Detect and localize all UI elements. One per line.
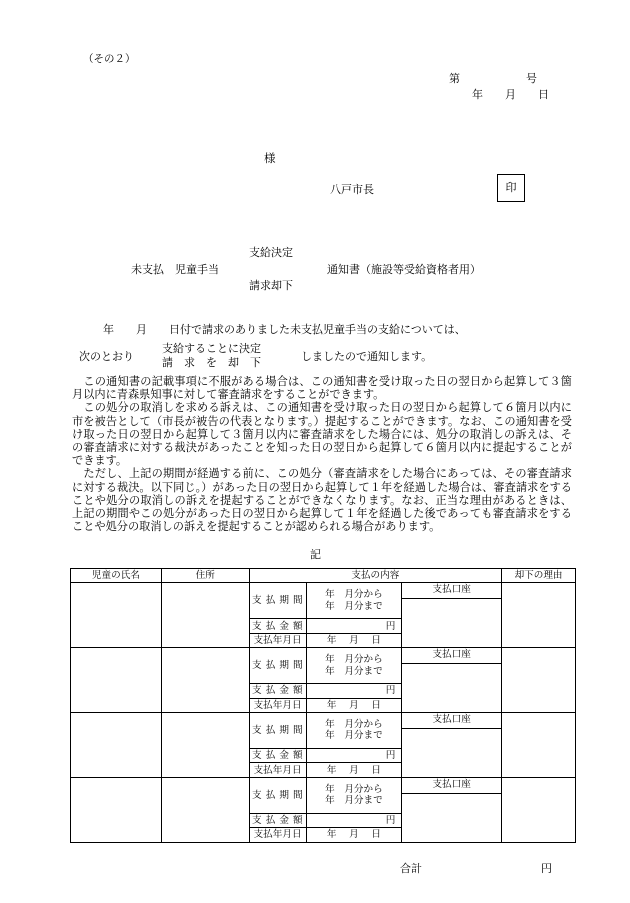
period-cell [306, 648, 402, 684]
period-to: 年 月分まで [325, 730, 383, 742]
notice-paragraph-3: ただし、上記の期間が経過する前に、この処分（審査請求をした場合にあっては、その審査請求に対する裁決。以下同じ。）があった日の翌日から起算して１年を経過した場合は、審査請求をすることや処分の取消しの訴えを提起することができなくなります。なお、正当な理由があるときは、上記の期間やこの処分があった日の翌日から起算して１年を経過した後であっても審査請求をすることや処分の取消しの訴えを提起することが認められる場合があります。 [72, 467, 572, 534]
issuer-name: 八戸市長 [330, 183, 374, 196]
address-cell [161, 777, 249, 842]
account-label: 支払口座 [402, 712, 502, 728]
body-line-2-left: 次のとおり [79, 350, 134, 363]
period-label: 支 払 期 間 [249, 777, 306, 813]
table-row [71, 583, 576, 599]
period-label: 支 払 期 間 [249, 712, 306, 748]
address-cell [161, 712, 249, 777]
title-decision-lower: 請求却下 [249, 279, 293, 292]
period-from: 年 月分から [325, 718, 383, 730]
period-cell [306, 777, 402, 813]
period-cell [306, 583, 402, 619]
account-label: 支払口座 [402, 777, 502, 793]
payment-date-label: 支払年月日 [249, 698, 306, 712]
payment-date-cell: 年 月 日 [306, 633, 402, 647]
notice-paragraph-1: この通知書の記載事項に不服がある場合は、この通知書を受け取った日の翌日から起算して３箇月以内に青森県知事に対して審査請求をすることができます。 [72, 375, 572, 402]
account-cell [402, 599, 502, 648]
rejection-reason-cell [502, 777, 576, 842]
child-name-cell [71, 583, 162, 648]
body-line-1: 年 月 日付で請求のありました未支払児童手当の支給については、 [103, 323, 466, 336]
appeal-notice [72, 375, 572, 533]
child-name-cell [71, 712, 162, 777]
header-payment-content: 支払の内容 [249, 569, 501, 583]
period-label: 支 払 期 間 [249, 583, 306, 619]
header-rejection-reason: 却下の理由 [502, 569, 576, 583]
account-cell [402, 664, 502, 713]
amount-cell: 円 [306, 619, 402, 633]
amount-label: 支 払 金 額 [249, 813, 306, 827]
child-name-cell [71, 777, 162, 842]
seal-box: 印 [497, 174, 525, 202]
header-child-name: 児童の氏名 [71, 569, 162, 583]
payment-date-cell: 年 月 日 [306, 698, 402, 712]
period-to: 年 月分まで [325, 600, 383, 612]
rejection-reason-cell [502, 583, 576, 648]
period-from: 年 月分から [325, 654, 383, 666]
payment-date-cell: 年 月 日 [306, 763, 402, 777]
amount-cell: 円 [306, 748, 402, 762]
title-right: 通知書（施設等受給資格者用） [327, 263, 481, 276]
amount-label: 支 払 金 額 [249, 684, 306, 698]
issue-date: 年 月 日 [472, 88, 549, 101]
form-number: （その２） [83, 53, 136, 65]
notice-paragraph-2: この処分の取消しを求める訴えは、この通知書を受け取った日の翌日から起算して６箇月以内に市を被告として（市長が被告の代表となります。）提起することができます。なお、この通知書を受け取った日の翌日から起算して３箇月以内に審査請求をした場合には、処分の取消しの訴えは、その審査請求に対する裁決があったことを知った日の翌日から起算して６箇月以内に提起することができます。 [72, 401, 572, 468]
document-number: 第 号 [449, 72, 537, 85]
table-row [71, 712, 576, 728]
recipient-honorific: 様 [264, 151, 276, 165]
account-label: 支払口座 [402, 648, 502, 664]
period-to: 年 月分まで [325, 665, 383, 677]
amount-cell: 円 [306, 684, 402, 698]
payment-date-cell: 年 月 日 [306, 828, 402, 842]
body-option-upper: 支給することに決定 [162, 342, 261, 355]
ki-heading: 記 [310, 548, 321, 561]
period-cell [306, 712, 402, 748]
period-from: 年 月分から [325, 783, 383, 795]
period-to: 年 月分まで [325, 795, 383, 807]
table-row [71, 777, 576, 793]
child-name-cell [71, 648, 162, 713]
title-decision-upper: 支給決定 [249, 246, 293, 259]
total-unit: 円 [541, 862, 552, 875]
table-row [71, 648, 576, 664]
amount-label: 支 払 金 額 [249, 619, 306, 633]
payment-date-label: 支払年月日 [249, 633, 306, 647]
title-left: 未支払 児童手当 [131, 263, 219, 276]
account-cell [402, 793, 502, 842]
period-label: 支 払 期 間 [249, 648, 306, 684]
amount-label: 支 払 金 額 [249, 748, 306, 762]
period-from: 年 月分から [325, 589, 383, 601]
address-cell [161, 583, 249, 648]
payment-date-label: 支払年月日 [249, 828, 306, 842]
header-address: 住所 [161, 569, 249, 583]
address-cell [161, 648, 249, 713]
amount-cell: 円 [306, 813, 402, 827]
account-label: 支払口座 [402, 583, 502, 599]
body-option-lower: 請 求 を 却 下 [162, 356, 261, 369]
payment-date-label: 支払年月日 [249, 763, 306, 777]
rejection-reason-cell [502, 712, 576, 777]
rejection-reason-cell [502, 648, 576, 713]
account-cell [402, 728, 502, 777]
body-line-2-right: しましたので通知します。 [301, 350, 433, 363]
payment-table [70, 568, 576, 843]
total-label: 合計 [400, 862, 422, 875]
table-header-row [71, 569, 576, 583]
